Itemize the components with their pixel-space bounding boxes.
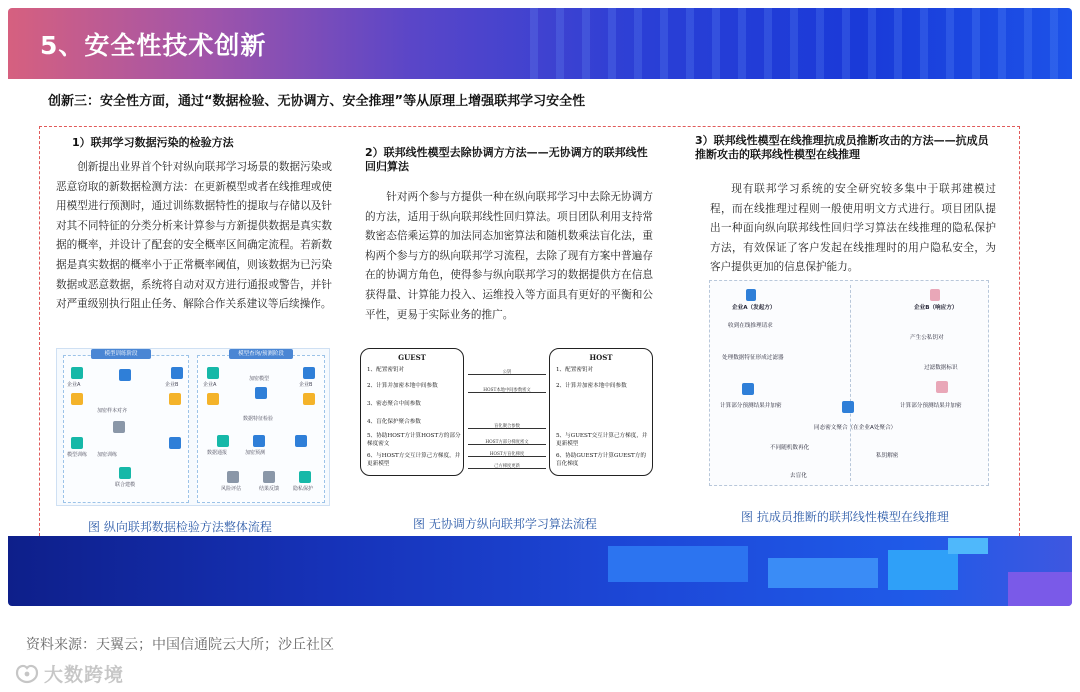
fig1-label: 加密样本对齐 (97, 408, 128, 414)
prediction-tag: 模型查询/预测阶段 (229, 349, 293, 359)
logo-icon (14, 662, 40, 684)
fig3-label: 收到在线推理请求 (728, 323, 773, 329)
figure-1-caption: 图 纵向联邦数据检验方法整体流程 (88, 520, 272, 534)
footer-block (1008, 572, 1072, 606)
puzzle-icon (295, 435, 307, 447)
fig1-label: 企业A (203, 382, 217, 388)
fig1-label: 加密模型 (249, 376, 270, 382)
column-1-body: 创新提出业界首个针对纵向联邦学习场景的数据污染或恶意窃取的新数据检测方法：在更新模型或者在线推理或使用模型进行预测时，通过训练数据特性的提取与存储以及针对其不同特征的分类分析来计算参与方新提供数据是真实数据的概率，并设计了配套的安全概率区间确定流程。若新数据是真实数据的概率小于正常概率阈值，则该数据为已污染数据或恶意数据，系统将自动对双方进行通报或警告，并针对严重级别执行阻止任务、解除合作关系建议等后续操作。 (56, 161, 332, 311)
folder-icon (169, 393, 181, 405)
arrow-label: 公钥 (502, 370, 512, 375)
figure-online-inference (709, 280, 989, 486)
training-tag: 模型训练阶段 (91, 349, 151, 359)
host-title: HOST (589, 353, 613, 362)
logo-name: 大数跨境 (44, 663, 125, 686)
fig3-label: 处理数据特征形成过滤器 (722, 355, 784, 361)
subheading: 创新三：安全性方面，通过“数据检验、无协调方、安全推理”等从原理上增强联邦学习安全性 (48, 94, 586, 109)
puzzle-icon (253, 435, 265, 447)
fig1-label: 模型训练 (67, 452, 88, 458)
fig1-label: 企业B (165, 382, 179, 388)
fig3-label: 计算部分预测结果并加密 (720, 403, 782, 409)
figure-data-validation-flow (56, 348, 330, 506)
fig1-label: 联合建模 (115, 482, 136, 488)
fig1-label: 隐私保护 (293, 486, 314, 492)
guest-box (360, 348, 464, 476)
fig3-label: 产生公私钥对 (910, 335, 944, 341)
building-icon (746, 289, 756, 301)
chart-icon (263, 471, 275, 483)
figure-2-caption: 图 无协调方纵向联邦学习算法流程 (413, 517, 597, 531)
arrow-label: 盲化聚合参数 (494, 424, 520, 429)
flow-arrow (468, 464, 546, 472)
folder-icon (303, 393, 315, 405)
footer-block (888, 550, 958, 590)
party-a-label: 企业A（发起方） (732, 305, 776, 311)
fig3-label: 计算部分预测结果并加密 (900, 403, 962, 409)
footer-band (8, 536, 1072, 606)
building-icon (171, 367, 183, 379)
page-title: 5、安全性技术创新 (40, 31, 267, 60)
slide (8, 8, 1072, 606)
source-note: 资料来源：天翼云；中国信通院云大所；沙丘社区 (26, 637, 334, 653)
arrow-label: HOST本地中间参数密文 (483, 388, 531, 393)
document-icon (255, 387, 267, 399)
host-step: 1、配置密钥对 (556, 367, 594, 373)
guest-step: 6、与HOST方交互计算己方梯度，并更新模型 (367, 453, 461, 467)
column-2-title: 2）联邦线性模型去除协调方方法——无协调方的联邦线性回归算法 (365, 146, 648, 173)
puzzle-icon (936, 381, 948, 393)
puzzle-icon (169, 437, 181, 449)
database-icon (207, 367, 219, 379)
host-step: 6、协助GUEST方计算GUEST方的盲化梯度 (556, 453, 646, 467)
fig1-label: 企业A (67, 382, 81, 388)
guest-step: 4、盲化保护聚合参数 (367, 419, 421, 425)
folder-icon (207, 393, 219, 405)
footer-block (768, 558, 878, 588)
guest-step: 2、计算并加密本地中间参数 (367, 383, 438, 389)
hand-icon (119, 369, 131, 381)
puzzle-icon (217, 435, 229, 447)
flow-arrow (468, 370, 546, 378)
party-divider (850, 285, 851, 481)
fig3-label: 私钥解密 (876, 453, 899, 459)
fig1-label: 加密训练 (97, 452, 118, 458)
fig3-label: 不同随机数再化 (770, 445, 810, 451)
footer-block (948, 538, 988, 554)
warning-icon (227, 471, 239, 483)
puzzle-icon (742, 383, 754, 395)
party-b-label: 企业B（响应方） (914, 305, 958, 311)
fig1-label: 风险评估 (221, 486, 242, 492)
fig1-label: 结果反馈 (259, 486, 280, 492)
flow-arrow (468, 424, 546, 432)
header-stripes (512, 8, 1072, 79)
building-icon (303, 367, 315, 379)
puzzle-icon (119, 467, 131, 479)
figure-no-coordinator-flow (353, 348, 651, 476)
fig3-label: 过滤数据标识 (924, 365, 958, 371)
fig3-label: 去盲化 (790, 473, 807, 479)
fig1-label: 数据特征检验 (243, 416, 274, 422)
figure-3-caption: 图 抗成员推断的联邦线性模型在线推理 (741, 510, 949, 524)
guest-title: GUEST (398, 353, 426, 362)
arrow-label: 己方梯度更新 (494, 464, 520, 469)
column-3-title: 3）联邦线性模型在线推理抗成员推断攻击的方法——抗成员推断攻击的联邦线性模型在线推理 (695, 134, 989, 161)
fig1-label: 数据通报 (207, 450, 228, 456)
puzzle-icon (842, 401, 854, 413)
building-icon (930, 289, 940, 301)
fig1-label: 加密预测 (245, 450, 266, 456)
guest-step: 3、密态聚合中间参数 (367, 401, 421, 407)
database-icon (71, 367, 83, 379)
guest-step: 5、协助HOST方计算HOST方的部分梯度密文 (367, 433, 461, 447)
arrow-label: HOST方部分梯度密文 (485, 440, 529, 445)
flow-arrow (468, 388, 546, 396)
arrow-label: HOST方盲化梯度 (489, 452, 525, 457)
brand-logo (14, 661, 124, 685)
folder-icon (71, 393, 83, 405)
header-band (8, 8, 1072, 79)
host-step: 2、计算并加密本地中间参数 (556, 383, 627, 389)
fig3-label: 同态密文聚合（在企业A处聚合） (814, 425, 897, 431)
server-icon (113, 421, 125, 433)
column-2-body: 针对两个参与方提供一种在纵向联邦学习中去除无协调方的方法，适用于纵向联邦线性回归算法。项目团队利用支持常数密态倍乘运算的加法同态加密算法和随机数乘法盲化法，重构两个参与方的纵向联邦学习流程，去除了现有方案中普遍存在的协调方角色，使得参与纵向联邦学习的数据提供方在信息获得量、计算能力投入、运维投入等方面具有更好的平衡和公平性，更易于实际业务的推广。 (365, 191, 653, 321)
column-1-title: 1）联邦学习数据污染的检验方法 (72, 136, 234, 149)
footer-block (608, 546, 748, 582)
column-3-body: 现有联邦学习系统的安全研究较多集中于联邦建模过程，而在线推理过程则一般使用明文方式进行。项目团队提出一种面向纵向联邦线性回归学习算法在线推理的隐私保护方法，有效保证了客户发起在线推理时的用户隐私安全，为客户提供更加的信息保护能力。 (710, 183, 996, 274)
host-step: 5、与GUEST交互计算己方梯度，并更新模型 (556, 433, 648, 447)
flow-arrow (468, 452, 546, 460)
host-box (549, 348, 653, 476)
flow-arrow (468, 440, 546, 448)
guest-step: 1、配置密钥对 (367, 367, 405, 373)
puzzle-icon (71, 437, 83, 449)
shield-icon (299, 471, 311, 483)
fig1-label: 企业B (299, 382, 313, 388)
